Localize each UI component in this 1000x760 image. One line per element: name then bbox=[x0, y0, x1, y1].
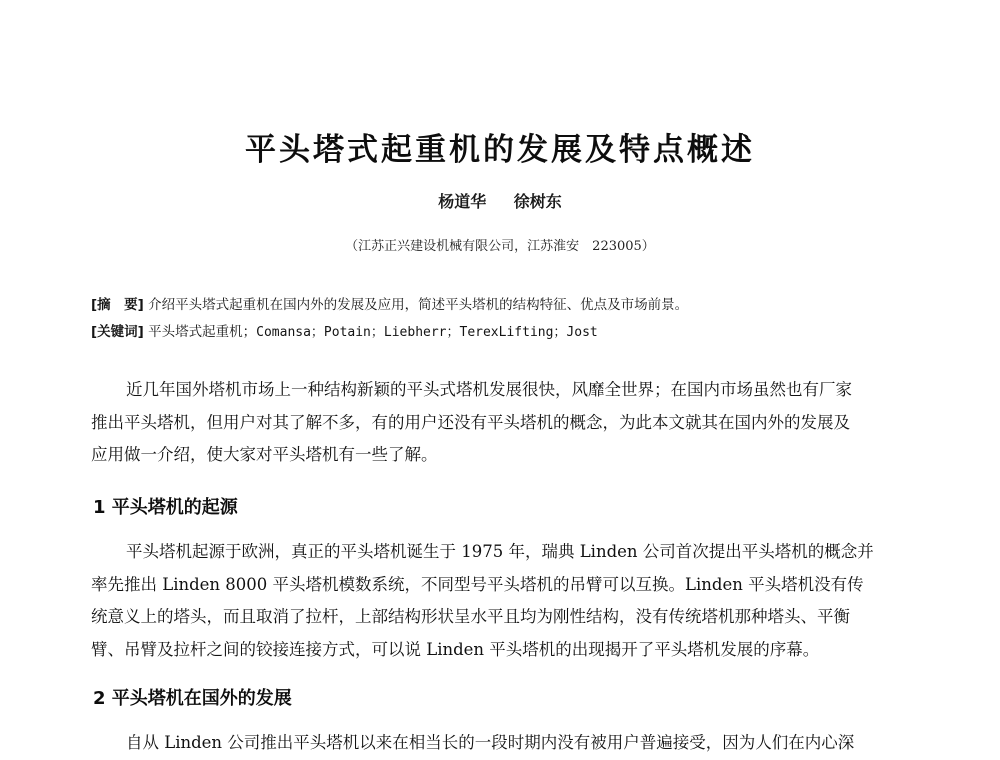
paragraph-line: 应用做一介绍，使大家对平头塔机有一些了解。 bbox=[91, 445, 438, 464]
author-list bbox=[0, 189, 1000, 212]
keywords-lead: 平头塔式起重机； bbox=[148, 324, 257, 340]
abstract-text: 介绍平头塔式起重机在国内外的发展及应用，简述平头塔机的结构特征、优点及市场前景。 bbox=[148, 297, 689, 313]
paragraph-line: 臂、吊臂及拉杆之间的铰接连接方式，可以说 Linden 平头塔机的出现揭开了平头塔机发展的序幕。 bbox=[91, 639, 820, 659]
keywords-tag: [关键词] bbox=[91, 324, 144, 340]
paragraph-line: 率先推出 Linden 8000 平头塔机模数系统，不同型号平头塔机的吊臂可以互换。Linden 平头塔机没有传 bbox=[91, 574, 864, 594]
section2-paragraph bbox=[91, 727, 911, 760]
abstract-line bbox=[91, 293, 688, 313]
section1-paragraph bbox=[91, 536, 911, 666]
keywords-rest: Comansa；Potain；Liebherr；TerexLifting；Jost bbox=[256, 325, 598, 340]
paragraph-line: 近几年国外塔机市场上一种结构新颖的平头式塔机发展很快，风靡全世界；在国内市场虽然也有厂家 bbox=[126, 380, 852, 399]
author-affiliation: （江苏正兴建设机械有限公司，江苏淮安 223005） bbox=[345, 239, 655, 254]
paragraph-line: 自从 Linden 公司推出平头塔机以来在相当长的一段时期内没有被用户普遍接受，因为人们在内心深 bbox=[126, 733, 855, 752]
section-heading-1: 1 平头塔机的起源 bbox=[93, 497, 238, 518]
paragraph-line: 平头塔机起源于欧洲，真正的平头塔机诞生于 1975 年，瑞典 Linden 公司首次提出平头塔机的概念并 bbox=[126, 542, 874, 561]
author-name: 杨道华 bbox=[438, 192, 487, 211]
intro-paragraph bbox=[91, 374, 911, 472]
paragraph-line: 统意义上的塔头，而且取消了拉杆，上部结构形状呈水平且均为刚性结构，没有传统塔机那种塔头、平衡 bbox=[91, 607, 850, 626]
author-name: 徐树东 bbox=[513, 192, 562, 211]
keywords-line bbox=[91, 320, 598, 340]
section-heading-2: 2 平头塔机在国外的发展 bbox=[93, 688, 292, 709]
paragraph-line: 推出平头塔机，但用户对其了解不多，有的用户还没有平头塔机的概念，为此本文就其在国内外的发展及 bbox=[91, 412, 850, 432]
abstract-tag: [摘 要] bbox=[91, 297, 144, 313]
paper-title: 平头塔式起重机的发展及特点概述 bbox=[245, 132, 755, 168]
